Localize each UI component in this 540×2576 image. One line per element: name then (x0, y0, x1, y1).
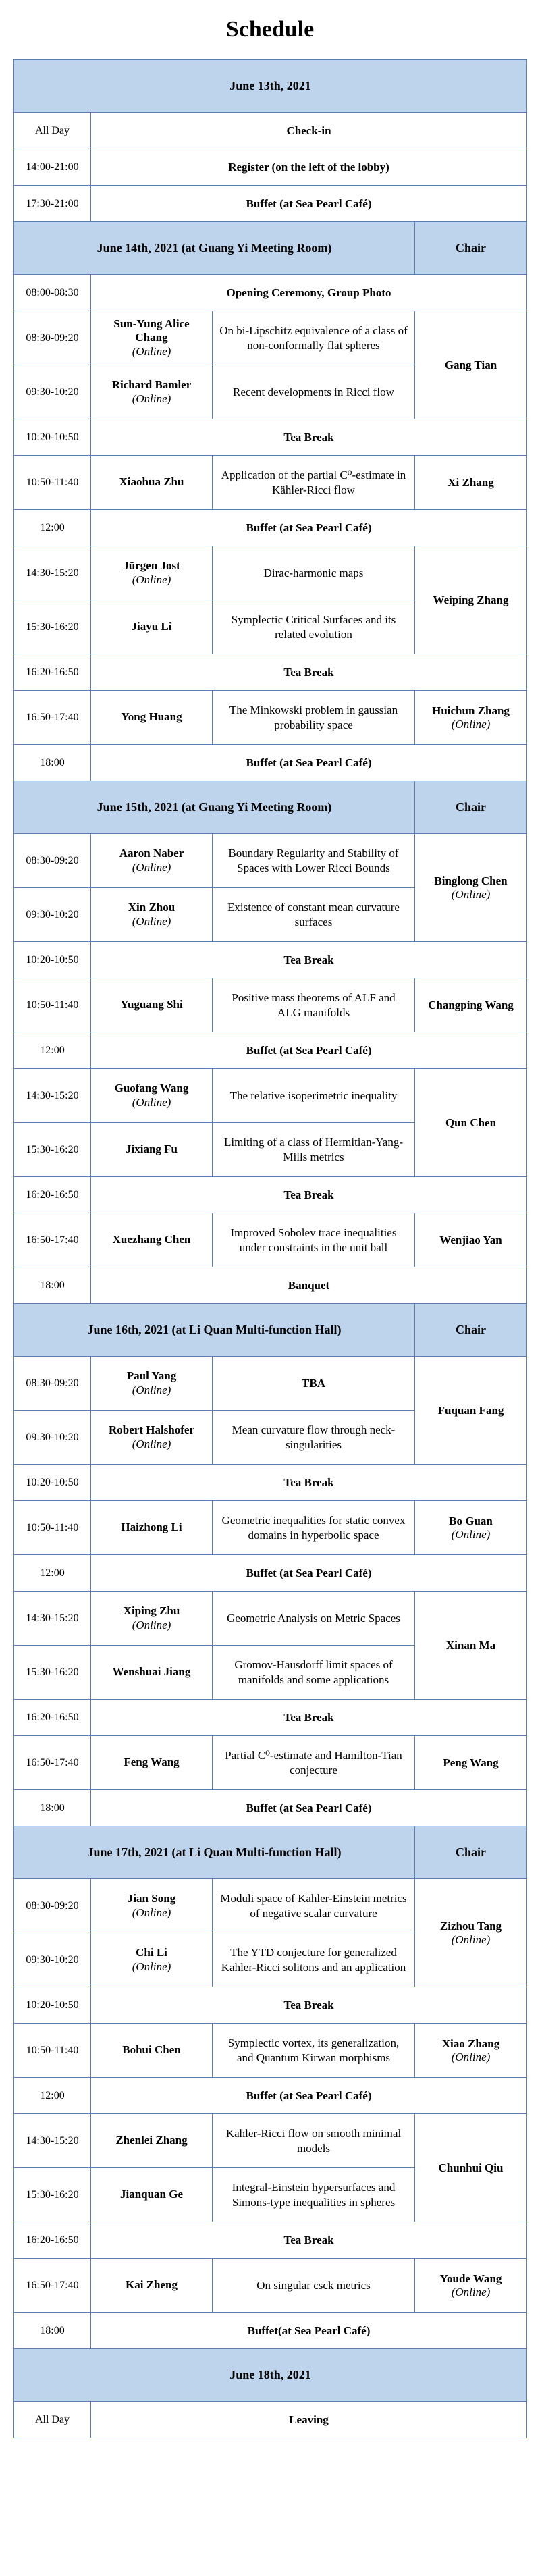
speaker-name: Guofang Wang (114, 1082, 189, 1095)
talk-row (14, 1213, 527, 1267)
online-note: (Online) (132, 1383, 171, 1396)
event-cell: Buffet (at Sea Pearl Café) (91, 186, 527, 222)
speaker-name: Xiaohua Zhu (119, 475, 184, 489)
speaker-name: Xuezhang Chen (112, 1233, 191, 1246)
chair-online-note: (Online) (451, 1933, 491, 1946)
talk-row (14, 1357, 527, 1411)
talk-title: Moduli space of Kahler-Einstein metrics of negative scalar curvature (213, 1879, 415, 1933)
time-cell: 17:30-21:00 (14, 186, 91, 222)
chair-cell (415, 2259, 527, 2313)
online-note: (Online) (132, 1618, 171, 1631)
chair-name: Peng Wang (443, 1756, 499, 1769)
time-cell: 08:30-09:20 (14, 1357, 91, 1411)
talk-title: Application of the partial C⁰-estimate in Kähler-Ricci flow (213, 456, 415, 510)
talk-row (14, 834, 527, 888)
time-cell: 09:30-10:20 (14, 365, 91, 419)
online-note: (Online) (132, 392, 171, 405)
day-header-row (14, 2349, 527, 2402)
time-cell: 15:30-16:20 (14, 600, 91, 654)
speaker-cell (91, 600, 213, 654)
event-cell: Tea Break (91, 1177, 527, 1213)
chair-header: Chair (415, 1826, 527, 1879)
speaker-name: Robert Halshofer (108, 1423, 194, 1437)
talk-row (14, 456, 527, 510)
schedule-row (14, 1465, 527, 1501)
speaker-cell (91, 1736, 213, 1790)
time-cell: 10:50-11:40 (14, 2024, 91, 2078)
talk-title: Gromov-Hausdorff limit spaces of manifolds and some applications (213, 1646, 415, 1700)
speaker-name: Kai Zheng (126, 2278, 178, 2292)
speaker-name: Jixiang Fu (126, 1142, 178, 1156)
day-header: June 15th, 2021 (at Guang Yi Meeting Room) (14, 781, 415, 834)
speaker-cell (91, 1646, 213, 1700)
talk-title: Positive mass theorems of ALF and ALG manifolds (213, 978, 415, 1032)
talk-title: On bi-Lipschitz equivalence of a class of non-conformally flat spheres (213, 311, 415, 365)
talk-title: Boundary Regularity and Stability of Spaces with Lower Ricci Bounds (213, 834, 415, 888)
talk-title: Symplectic Critical Surfaces and its related evolution (213, 600, 415, 654)
day-header: June 16th, 2021 (at Li Quan Multi-function Hall) (14, 1304, 415, 1357)
chair-online-note: (Online) (451, 1527, 491, 1541)
event-cell: Buffet (at Sea Pearl Café) (91, 1032, 527, 1069)
time-cell: 15:30-16:20 (14, 2168, 91, 2222)
speaker-cell (91, 2114, 213, 2168)
time-cell: 14:30-15:20 (14, 1069, 91, 1123)
speaker-name: Xiping Zhu (123, 1604, 180, 1618)
speaker-name: Jian Song (127, 1892, 176, 1905)
talk-title: Existence of constant mean curvature surfaces (213, 888, 415, 942)
time-cell: 16:20-16:50 (14, 1700, 91, 1736)
chair-header: Chair (415, 1304, 527, 1357)
speaker-cell (91, 1411, 213, 1465)
schedule-body (14, 60, 527, 2438)
chair-name: Changping Wang (428, 998, 514, 1011)
day-header-row (14, 60, 527, 113)
schedule-row (14, 1987, 527, 2024)
time-cell: 15:30-16:20 (14, 1123, 91, 1177)
schedule-row (14, 2078, 527, 2114)
time-cell: 12:00 (14, 510, 91, 546)
talk-row (14, 978, 527, 1032)
chair-cell (415, 546, 527, 654)
speaker-cell (91, 1501, 213, 1555)
online-note: (Online) (132, 1960, 171, 1973)
speaker-name: Zhenlei Zhang (115, 2134, 188, 2147)
event-cell: Leaving (91, 2402, 527, 2438)
talk-row (14, 1736, 527, 1790)
event-cell: Buffet (at Sea Pearl Café) (91, 1555, 527, 1592)
speaker-name: Bohui Chen (122, 2043, 181, 2057)
schedule-row (14, 419, 527, 456)
chair-name: Xi Zhang (448, 475, 494, 489)
talk-row (14, 311, 527, 365)
event-cell: Tea Break (91, 1987, 527, 2024)
schedule-row (14, 745, 527, 781)
talk-row (14, 2114, 527, 2168)
talk-title: Mean curvature flow through neck-singularities (213, 1411, 415, 1465)
chair-cell (415, 1357, 527, 1465)
event-cell: Tea Break (91, 942, 527, 978)
chair-online-note: (Online) (451, 887, 491, 901)
speaker-name: Yong Huang (121, 710, 182, 724)
online-note: (Online) (132, 1095, 171, 1109)
page-title: Schedule (225, 17, 315, 42)
chair-name: Huichun Zhang (432, 704, 510, 717)
online-note: (Online) (132, 344, 171, 358)
online-note: (Online) (132, 914, 171, 928)
speaker-cell (91, 834, 213, 888)
time-cell: 14:30-15:20 (14, 1592, 91, 1646)
speaker-name: Feng Wang (124, 1756, 180, 1769)
chair-header: Chair (415, 781, 527, 834)
talk-title: Integral-Einstein hypersurfaces and Simons-type inequalities in spheres (213, 2168, 415, 2222)
online-note: (Online) (132, 1437, 171, 1450)
chair-online-note: (Online) (451, 2050, 491, 2064)
talk-row (14, 1501, 527, 1555)
schedule-row (14, 1032, 527, 1069)
chair-name: Weiping Zhang (433, 593, 509, 606)
speaker-name: Sun-Yung Alice Chang (113, 317, 190, 344)
online-note: (Online) (132, 1905, 171, 1919)
event-cell: Buffet (at Sea Pearl Café) (91, 510, 527, 546)
chair-name: Fuquan Fang (437, 1403, 504, 1417)
talk-title: The Minkowski problem in gaussian probability space (213, 691, 415, 745)
speaker-name: Xin Zhou (128, 901, 176, 914)
time-cell: 12:00 (14, 2078, 91, 2114)
speaker-cell (91, 546, 213, 600)
talk-row (14, 2259, 527, 2313)
talk-title: Kahler-Ricci flow on smooth minimal models (213, 2114, 415, 2168)
schedule-row (14, 942, 527, 978)
speaker-cell (91, 365, 213, 419)
online-note: (Online) (132, 860, 171, 874)
chair-name: Zizhou Tang (439, 1919, 502, 1933)
schedule-row (14, 1555, 527, 1592)
chair-name: Youde Wang (439, 2271, 502, 2285)
speaker-cell (91, 1357, 213, 1411)
time-cell: 16:50-17:40 (14, 1736, 91, 1790)
time-cell: 16:50-17:40 (14, 691, 91, 745)
time-cell: 18:00 (14, 1267, 91, 1304)
event-cell: Tea Break (91, 654, 527, 691)
talk-title: Recent developments in Ricci flow (213, 365, 415, 419)
event-cell: Opening Ceremony, Group Photo (91, 275, 527, 311)
schedule-row (14, 275, 527, 311)
chair-cell (415, 1592, 527, 1700)
speaker-cell (91, 2168, 213, 2222)
speaker-name: Paul Yang (126, 1369, 177, 1383)
speaker-cell (91, 1213, 213, 1267)
talk-row (14, 1592, 527, 1646)
schedule-row (14, 2313, 527, 2349)
talk-title: The YTD conjecture for generalized Kahler-Ricci solitons and an application (213, 1933, 415, 1987)
chair-name: Bo Guan (449, 1514, 493, 1527)
time-cell: 14:00-21:00 (14, 149, 91, 186)
speaker-name: Jianquan Ge (119, 2188, 184, 2201)
chair-cell (415, 1069, 527, 1177)
event-cell: Buffet (at Sea Pearl Café) (91, 2078, 527, 2114)
talk-title: TBA (213, 1357, 415, 1411)
day-header-row (14, 781, 527, 834)
speaker-name: Haizhong Li (121, 1521, 182, 1534)
time-cell: 08:00-08:30 (14, 275, 91, 311)
talk-title: Improved Sobolev trace inequalities under constraints in the unit ball (213, 1213, 415, 1267)
chair-cell (415, 456, 527, 510)
speaker-cell (91, 1933, 213, 1987)
talk-row (14, 546, 527, 600)
event-cell: Buffet (at Sea Pearl Café) (91, 1790, 527, 1826)
time-cell: 10:50-11:40 (14, 978, 91, 1032)
chair-cell (415, 1879, 527, 1987)
speaker-cell (91, 1592, 213, 1646)
chair-name: Chunhui Qiu (438, 2161, 504, 2174)
chair-cell (415, 311, 527, 419)
time-cell: 14:30-15:20 (14, 2114, 91, 2168)
speaker-name: Jiayu Li (131, 620, 172, 633)
event-cell: Tea Break (91, 419, 527, 456)
chair-name: Binglong Chen (434, 874, 508, 887)
chair-cell (415, 2114, 527, 2222)
chair-cell (415, 1213, 527, 1267)
event-cell: Tea Break (91, 2222, 527, 2259)
talk-row (14, 1069, 527, 1123)
schedule-row (14, 1790, 527, 1826)
chair-header: Chair (415, 222, 527, 275)
day-header: June 14th, 2021 (at Guang Yi Meeting Room) (14, 222, 415, 275)
chair-online-note: (Online) (451, 717, 491, 731)
online-note: (Online) (132, 573, 171, 586)
speaker-cell (91, 1069, 213, 1123)
chair-name: Xinan Ma (446, 1638, 496, 1652)
day-header: June 13th, 2021 (14, 60, 527, 113)
time-cell: 10:20-10:50 (14, 1465, 91, 1501)
talk-title: Partial C⁰-estimate and Hamilton-Tian conjecture (213, 1736, 415, 1790)
time-cell: 08:30-09:20 (14, 834, 91, 888)
speaker-cell (91, 888, 213, 942)
time-cell: 16:20-16:50 (14, 2222, 91, 2259)
chair-online-note: (Online) (451, 2285, 491, 2298)
event-cell: Banquet (91, 1267, 527, 1304)
time-cell: 14:30-15:20 (14, 546, 91, 600)
event-cell: Buffet(at Sea Pearl Café) (91, 2313, 527, 2349)
time-cell: 18:00 (14, 2313, 91, 2349)
talk-title: The relative isoperimetric inequality (213, 1069, 415, 1123)
day-header-row (14, 1304, 527, 1357)
schedule-row (14, 1177, 527, 1213)
speaker-cell (91, 2024, 213, 2078)
time-cell: 16:20-16:50 (14, 1177, 91, 1213)
day-header: June 18th, 2021 (14, 2349, 527, 2402)
talk-row (14, 1879, 527, 1933)
speaker-name: Jürgen Jost (123, 559, 180, 573)
chair-cell (415, 1736, 527, 1790)
speaker-cell (91, 2259, 213, 2313)
event-cell: Tea Break (91, 1465, 527, 1501)
time-cell: 12:00 (14, 1032, 91, 1069)
time-cell: 09:30-10:20 (14, 1411, 91, 1465)
event-cell: Check-in (91, 113, 527, 149)
talk-title: Dirac-harmonic maps (213, 546, 415, 600)
schedule-row (14, 654, 527, 691)
talk-row (14, 2024, 527, 2078)
talk-title: Symplectic vortex, its generalization, and Quantum Kirwan morphisms (213, 2024, 415, 2078)
event-cell: Buffet (at Sea Pearl Café) (91, 745, 527, 781)
day-header-row (14, 222, 527, 275)
talk-title: On singular csck metrics (213, 2259, 415, 2313)
speaker-name: Chi Li (136, 1946, 167, 1960)
time-cell: 10:50-11:40 (14, 1501, 91, 1555)
chair-cell (415, 834, 527, 942)
time-cell: 16:50-17:40 (14, 2259, 91, 2313)
time-cell: All Day (14, 2402, 91, 2438)
chair-cell (415, 691, 527, 745)
schedule-row (14, 186, 527, 222)
talk-title: Geometric inequalities for static convex domains in hyperbolic space (213, 1501, 415, 1555)
time-cell: 15:30-16:20 (14, 1646, 91, 1700)
time-cell: 18:00 (14, 1790, 91, 1826)
time-cell: 12:00 (14, 1555, 91, 1592)
event-cell: Register (on the left of the lobby) (91, 149, 527, 186)
talk-row (14, 691, 527, 745)
day-header-row (14, 1826, 527, 1879)
time-cell: 10:50-11:40 (14, 456, 91, 510)
schedule-row (14, 149, 527, 186)
chair-name: Xiao Zhang (441, 2036, 500, 2050)
time-cell: 18:00 (14, 745, 91, 781)
time-cell: 08:30-09:20 (14, 1879, 91, 1933)
schedule-row (14, 113, 527, 149)
time-cell: 09:30-10:20 (14, 1933, 91, 1987)
speaker-name: Richard Bamler (111, 378, 192, 392)
chair-cell (415, 1501, 527, 1555)
speaker-name: Wenshuai Jiang (112, 1665, 191, 1679)
talk-title: Geometric Analysis on Metric Spaces (213, 1592, 415, 1646)
schedule-row (14, 1700, 527, 1736)
speaker-name: Aaron Naber (119, 847, 184, 860)
schedule-row (14, 2402, 527, 2438)
speaker-cell (91, 311, 213, 365)
day-header: June 17th, 2021 (at Li Quan Multi-function Hall) (14, 1826, 415, 1879)
schedule-row (14, 510, 527, 546)
time-cell: 16:20-16:50 (14, 654, 91, 691)
time-cell: 10:20-10:50 (14, 1987, 91, 2024)
time-cell: 08:30-09:20 (14, 311, 91, 365)
time-cell: 10:20-10:50 (14, 419, 91, 456)
time-cell: All Day (14, 113, 91, 149)
event-cell: Tea Break (91, 1700, 527, 1736)
time-cell: 10:20-10:50 (14, 942, 91, 978)
chair-name: Qun Chen (445, 1115, 497, 1129)
speaker-cell (91, 1123, 213, 1177)
schedule-row (14, 1267, 527, 1304)
chair-cell (415, 2024, 527, 2078)
speaker-cell (91, 978, 213, 1032)
speaker-cell (91, 456, 213, 510)
time-cell: 09:30-10:20 (14, 888, 91, 942)
schedule-table (14, 59, 527, 2438)
schedule-row (14, 2222, 527, 2259)
speaker-cell (91, 1879, 213, 1933)
talk-title: Limiting of a class of Hermitian-Yang-Mills metrics (213, 1123, 415, 1177)
speaker-cell (91, 691, 213, 745)
chair-cell (415, 978, 527, 1032)
time-cell: 16:50-17:40 (14, 1213, 91, 1267)
chair-name: Wenjiao Yan (439, 1233, 502, 1246)
speaker-name: Yuguang Shi (120, 998, 183, 1011)
chair-name: Gang Tian (444, 358, 497, 371)
